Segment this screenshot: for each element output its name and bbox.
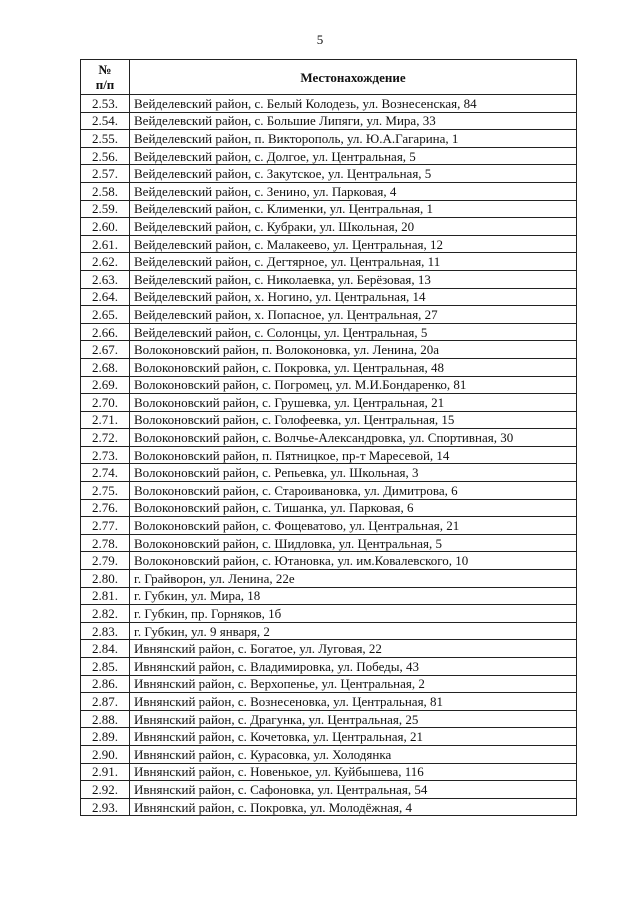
row-number: 2.55. — [81, 130, 130, 148]
row-location: Вейделевский район, с. Белый Колодезь, ул. Вознесенская, 84 — [130, 95, 577, 113]
row-location: Ивнянский район, с. Верхопенье, ул. Центральная, 2 — [130, 675, 577, 693]
row-location: Волоконовский район, с. Грушевка, ул. Центральная, 21 — [130, 394, 577, 412]
table-row — [81, 182, 577, 200]
row-location: Ивнянский район, с. Новенькое, ул. Куйбышева, 116 — [130, 763, 577, 781]
row-number: 2.91. — [81, 763, 130, 781]
row-number: 2.81. — [81, 587, 130, 605]
table-row — [81, 147, 577, 165]
table-row — [81, 482, 577, 500]
table-row — [81, 376, 577, 394]
row-location: Волоконовский район, с. Фощеватово, ул. Центральная, 21 — [130, 517, 577, 535]
row-location: Волоконовский район, с. Староивановка, ул. Димитрова, 6 — [130, 482, 577, 500]
table-row — [81, 253, 577, 271]
table-row — [81, 288, 577, 306]
table-row — [81, 270, 577, 288]
row-number: 2.76. — [81, 499, 130, 517]
table-row — [81, 446, 577, 464]
row-location: Волоконовский район, с. Тишанка, ул. Парковая, 6 — [130, 499, 577, 517]
row-number: 2.69. — [81, 376, 130, 394]
table-row — [81, 306, 577, 324]
row-location: Волоконовский район, п. Пятницкое, пр-т Маресевой, 14 — [130, 446, 577, 464]
row-number: 2.88. — [81, 710, 130, 728]
row-number: 2.80. — [81, 570, 130, 588]
row-number: 2.72. — [81, 429, 130, 447]
table-row — [81, 411, 577, 429]
row-location: Вейделевский район, с. Кубраки, ул. Школьная, 20 — [130, 218, 577, 236]
row-location: Вейделевский район, х. Попасное, ул. Центральная, 27 — [130, 306, 577, 324]
table-row — [81, 534, 577, 552]
row-number: 2.77. — [81, 517, 130, 535]
row-number: 2.56. — [81, 147, 130, 165]
row-number: 2.58. — [81, 182, 130, 200]
table-row — [81, 675, 577, 693]
row-location: Ивнянский район, с. Владимировка, ул. Победы, 43 — [130, 658, 577, 676]
table-row — [81, 798, 577, 816]
table-row — [81, 112, 577, 130]
row-number: 2.83. — [81, 622, 130, 640]
row-number: 2.86. — [81, 675, 130, 693]
table-row — [81, 570, 577, 588]
row-number: 2.93. — [81, 798, 130, 816]
row-number: 2.84. — [81, 640, 130, 658]
row-number: 2.70. — [81, 394, 130, 412]
row-number: 2.92. — [81, 781, 130, 799]
table-row — [81, 499, 577, 517]
row-number: 2.73. — [81, 446, 130, 464]
row-location: Вейделевский район, с. Закутское, ул. Центральная, 5 — [130, 165, 577, 183]
row-number: 2.85. — [81, 658, 130, 676]
row-number: 2.65. — [81, 306, 130, 324]
row-location: г. Грайворон, ул. Ленина, 22е — [130, 570, 577, 588]
row-location: Вейделевский район, с. Долгое, ул. Центральная, 5 — [130, 147, 577, 165]
row-number: 2.68. — [81, 358, 130, 376]
row-location: Ивнянский район, с. Покровка, ул. Молодёжная, 4 — [130, 798, 577, 816]
table-row — [81, 640, 577, 658]
row-location: Вейделевский район, с. Дегтярное, ул. Центральная, 11 — [130, 253, 577, 271]
table-row — [81, 95, 577, 113]
row-number: 2.79. — [81, 552, 130, 570]
table-row — [81, 130, 577, 148]
table-row — [81, 429, 577, 447]
row-location: Волоконовский район, с. Репьевка, ул. Школьная, 3 — [130, 464, 577, 482]
row-location: Ивнянский район, с. Вознесеновка, ул. Центральная, 81 — [130, 693, 577, 711]
column-header-number-abbr: п/п — [95, 77, 115, 92]
row-number: 2.60. — [81, 218, 130, 236]
row-location: Вейделевский район, с. Большие Липяги, ул. Мира, 33 — [130, 112, 577, 130]
table-body — [81, 95, 577, 816]
row-location: г. Губкин, ул. Мира, 18 — [130, 587, 577, 605]
row-location: Вейделевский район, х. Ногино, ул. Центральная, 14 — [130, 288, 577, 306]
row-number: 2.89. — [81, 728, 130, 746]
row-location: Ивнянский район, с. Драгунка, ул. Центральная, 25 — [130, 710, 577, 728]
column-header-number-symbol: № — [98, 62, 112, 77]
row-location: г. Губкин, ул. 9 января, 2 — [130, 622, 577, 640]
row-location: Волоконовский район, с. Голофеевка, ул. Центральная, 15 — [130, 411, 577, 429]
table-header-row — [81, 60, 577, 95]
row-number: 2.90. — [81, 745, 130, 763]
row-location: Ивнянский район, с. Курасовка, ул. Холодянка — [130, 745, 577, 763]
table-row — [81, 464, 577, 482]
row-location: Вейделевский район, с. Клименки, ул. Центральная, 1 — [130, 200, 577, 218]
row-number: 2.63. — [81, 270, 130, 288]
table-row — [81, 710, 577, 728]
row-location: Ивнянский район, с. Кочетовка, ул. Центральная, 21 — [130, 728, 577, 746]
table-row — [81, 358, 577, 376]
row-location: Ивнянский район, с. Сафоновка, ул. Центральная, 54 — [130, 781, 577, 799]
row-location: Вейделевский район, с. Николаевка, ул. Берёзовая, 13 — [130, 270, 577, 288]
table-row — [81, 693, 577, 711]
row-location: Волоконовский район, с. Ютановка, ул. им.Ковалевского, 10 — [130, 552, 577, 570]
row-number: 2.75. — [81, 482, 130, 500]
row-number: 2.57. — [81, 165, 130, 183]
locations-table — [80, 59, 577, 816]
row-number: 2.54. — [81, 112, 130, 130]
row-number: 2.61. — [81, 235, 130, 253]
row-location: Волоконовский район, с. Волчье-Александровка, ул. Спортивная, 30 — [130, 429, 577, 447]
row-location: Вейделевский район, с. Зенино, ул. Парковая, 4 — [130, 182, 577, 200]
table-row — [81, 200, 577, 218]
table-row — [81, 745, 577, 763]
table-row — [81, 165, 577, 183]
row-location: Вейделевский район, с. Малакеево, ул. Центральная, 12 — [130, 235, 577, 253]
row-number: 2.71. — [81, 411, 130, 429]
row-location: Вейделевский район, с. Солонцы, ул. Центральная, 5 — [130, 323, 577, 341]
table-row — [81, 517, 577, 535]
row-number: 2.62. — [81, 253, 130, 271]
row-number: 2.64. — [81, 288, 130, 306]
table-row — [81, 341, 577, 359]
table-row — [81, 605, 577, 623]
row-number: 2.74. — [81, 464, 130, 482]
page-number: 5 — [316, 32, 324, 47]
table-row — [81, 235, 577, 253]
table-row — [81, 587, 577, 605]
table-row — [81, 394, 577, 412]
column-header-number — [81, 60, 130, 95]
table-row — [81, 552, 577, 570]
table-row — [81, 781, 577, 799]
row-number: 2.87. — [81, 693, 130, 711]
row-number: 2.53. — [81, 95, 130, 113]
row-number: 2.67. — [81, 341, 130, 359]
row-location: Ивнянский район, с. Богатое, ул. Луговая, 22 — [130, 640, 577, 658]
table-row — [81, 728, 577, 746]
column-header-location: Местонахождение — [130, 60, 577, 95]
table-row — [81, 218, 577, 236]
row-location: Волоконовский район, с. Погромец, ул. М.И.Бондаренко, 81 — [130, 376, 577, 394]
row-location: Волоконовский район, с. Покровка, ул. Центральная, 48 — [130, 358, 577, 376]
table-row — [81, 622, 577, 640]
table-row — [81, 323, 577, 341]
row-number: 2.66. — [81, 323, 130, 341]
table-row — [81, 763, 577, 781]
row-location: г. Губкин, пр. Горняков, 1б — [130, 605, 577, 623]
row-number: 2.78. — [81, 534, 130, 552]
table-row — [81, 658, 577, 676]
row-location: Вейделевский район, п. Викторополь, ул. Ю.А.Гагарина, 1 — [130, 130, 577, 148]
row-location: Волоконовский район, п. Волоконовка, ул. Ленина, 20а — [130, 341, 577, 359]
row-location: Волоконовский район, с. Шидловка, ул. Центральная, 5 — [130, 534, 577, 552]
row-number: 2.82. — [81, 605, 130, 623]
row-number: 2.59. — [81, 200, 130, 218]
